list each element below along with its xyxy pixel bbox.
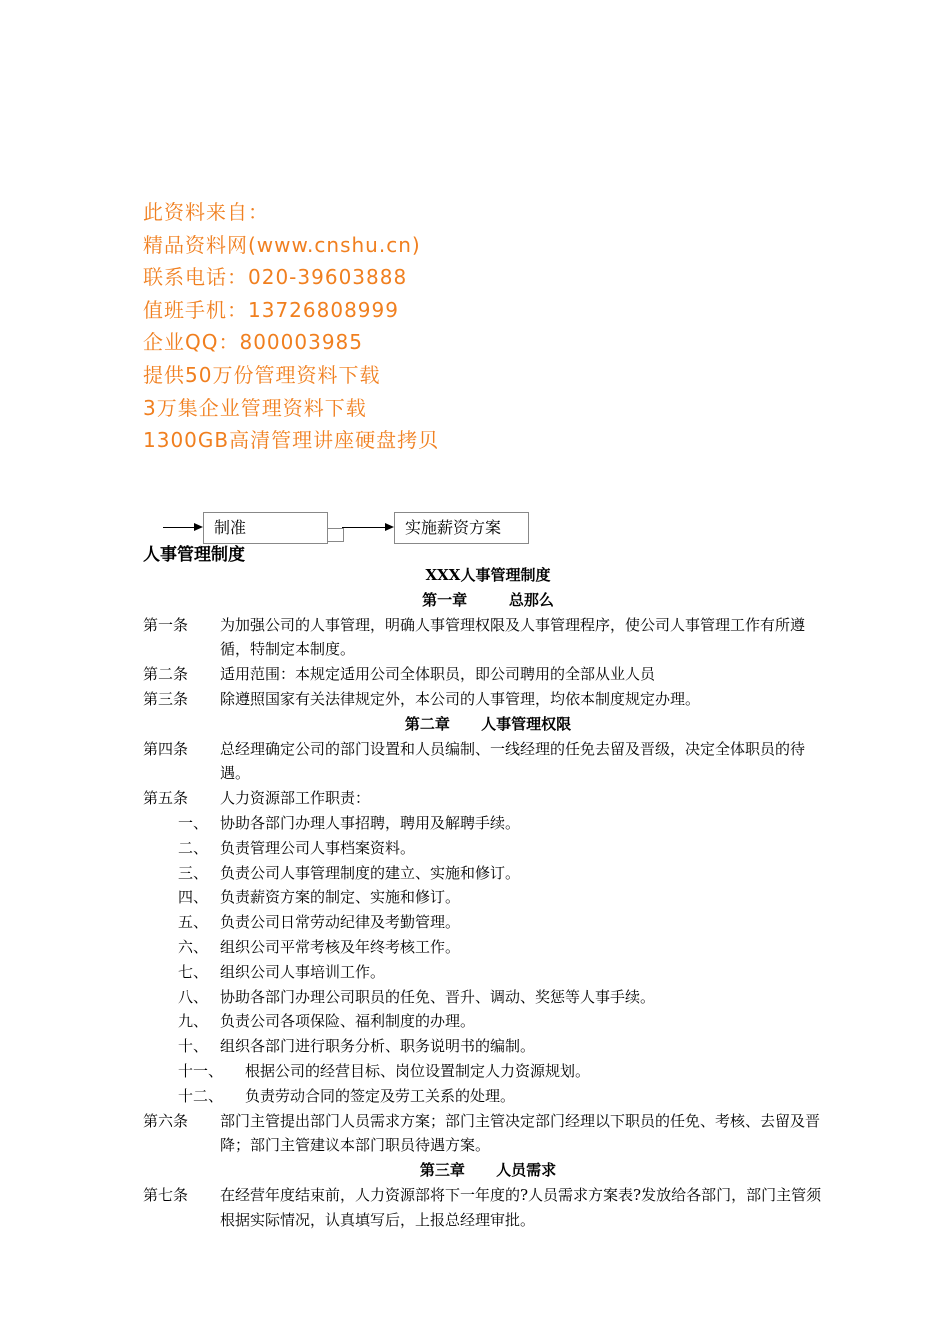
- duty-item: [143, 861, 833, 886]
- flow-box-2: 实施薪资方案: [394, 512, 529, 544]
- promo-download-1: 提供50万份管理资料下载: [143, 362, 381, 387]
- article-text: 在经营年度结束前，人力资源部将下一年度的?人员需求方案表?发放给各部门，部门主管须根据实际情况，认真填写后，上报总经理审批。: [220, 1185, 822, 1229]
- article-3: [143, 687, 833, 712]
- duty-number: 一、: [178, 813, 209, 832]
- article-label: 第七条: [143, 1185, 189, 1204]
- duty-item: [143, 885, 833, 910]
- article-label: 第二条: [143, 665, 189, 684]
- duty-number: 六、: [178, 937, 209, 956]
- duty-number: 二、: [178, 838, 209, 857]
- duty-item: [143, 985, 833, 1010]
- document-body: [143, 563, 833, 1233]
- article-label: 第五条: [143, 789, 189, 808]
- article-6: [143, 1109, 833, 1159]
- article-label: 第四条: [143, 739, 189, 758]
- main-title: XXX人事管理制度: [425, 566, 551, 584]
- duty-item: [143, 811, 833, 836]
- flow-box-1: 制准: [203, 512, 328, 544]
- duty-number: 七、: [178, 962, 209, 981]
- duty-text: 负责公司各项保险、福利制度的办理。: [220, 1012, 476, 1031]
- duty-number: 十二、: [178, 1086, 224, 1105]
- flow-arrow-line-2: [342, 527, 386, 528]
- duty-item: [143, 910, 833, 935]
- flow-arrow-line-1: [163, 527, 195, 528]
- chapter-2-title: 第二章 人事管理权限: [404, 714, 572, 733]
- promo-mobile: 值班手机：13726808999: [143, 297, 399, 322]
- duty-text: 组织公司人事培训工作。: [220, 962, 386, 981]
- promo-block: [143, 196, 439, 457]
- duty-item: [143, 836, 833, 861]
- duty-number: 十一、: [178, 1061, 224, 1080]
- duty-text: 负责管理公司人事档案资料。: [220, 838, 416, 857]
- duty-item: [143, 1084, 833, 1109]
- promo-download-3: 1300GB高清管理讲座硬盘拷贝: [143, 428, 440, 453]
- duty-text: 负责公司人事管理制度的建立、实施和修订。: [220, 863, 521, 882]
- promo-qq: 企业QQ：800003985: [143, 330, 364, 355]
- duty-number: 五、: [178, 913, 209, 932]
- chapter-1-title: 第一章 总那么: [422, 590, 554, 609]
- article-label: 第三条: [143, 689, 189, 708]
- duty-number: 四、: [178, 888, 209, 907]
- duty-item: [143, 935, 833, 960]
- flow-arrowhead-1: [194, 523, 203, 531]
- duty-item: [143, 1034, 833, 1059]
- duty-item: [143, 1059, 833, 1084]
- duty-item: [143, 960, 833, 985]
- article-text: 人力资源部工作职责：: [220, 789, 371, 808]
- duty-item: [143, 1009, 833, 1034]
- promo-phone: 联系电话：020-39603888: [143, 265, 408, 290]
- duty-text: 负责薪资方案的制定、实施和修订。: [220, 888, 461, 907]
- duty-text: 协助各部门办理人事招聘，聘用及解聘手续。: [220, 813, 521, 832]
- duty-text: 组织公司平常考核及年终考核工作。: [220, 937, 461, 956]
- article-4: [143, 737, 833, 787]
- duty-text: 根据公司的经营目标、岗位设置制定人力资源规划。: [245, 1061, 591, 1080]
- article-text: 总经理确定公司的部门设置和人员编制、一线经理的任免去留及晋级，决定全体职员的待遇。: [220, 739, 806, 783]
- article-label: 第六条: [143, 1111, 189, 1130]
- article-5: [143, 786, 833, 811]
- flow-connector-box: [327, 528, 344, 542]
- duty-text: 负责公司日常劳动纪律及考勤管理。: [220, 913, 461, 932]
- chapter-3-title: 第三章 人员需求: [419, 1161, 557, 1180]
- article-1: [143, 613, 833, 663]
- duty-text: 负责劳动合同的签定及劳工关系的处理。: [245, 1086, 516, 1105]
- document-heading: 人事管理制度: [143, 545, 245, 565]
- duty-number: 三、: [178, 863, 209, 882]
- article-text: 适用范围：本规定适用公司全体职员，即公司聘用的全部从业人员: [220, 665, 656, 684]
- duty-text: 协助各部门办理公司职员的任免、晋升、调动、奖惩等人事手续。: [220, 987, 656, 1006]
- promo-source: 此资料来自：: [143, 200, 269, 224]
- article-2: [143, 662, 833, 687]
- article-text: 除遵照国家有关法律规定外，本公司的人事管理，均依本制度规定办理。: [220, 689, 701, 708]
- article-7: [143, 1183, 833, 1233]
- article-text: 为加强公司的人事管理，明确人事管理权限及人事管理程序，使公司人事管理工作有所遵循，特制定本制度。: [220, 615, 806, 659]
- duty-number: 八、: [178, 987, 209, 1006]
- duty-number: 十、: [178, 1037, 209, 1056]
- promo-website: 精品资料网(www.cnshu.cn): [143, 232, 421, 257]
- article-text: 部门主管提出部门人员需求方案；部门主管决定部门经理以下职员的任免、考核、去留及晋降；部门主管建议本部门职员待遇方案。: [220, 1111, 821, 1155]
- article-label: 第一条: [143, 615, 189, 634]
- duty-text: 组织各部门进行职务分析、职务说明书的编制。: [220, 1037, 536, 1056]
- flow-arrowhead-2: [385, 523, 394, 531]
- duty-number: 九、: [178, 1012, 209, 1031]
- promo-download-2: 3万集企业管理资料下载: [143, 395, 367, 420]
